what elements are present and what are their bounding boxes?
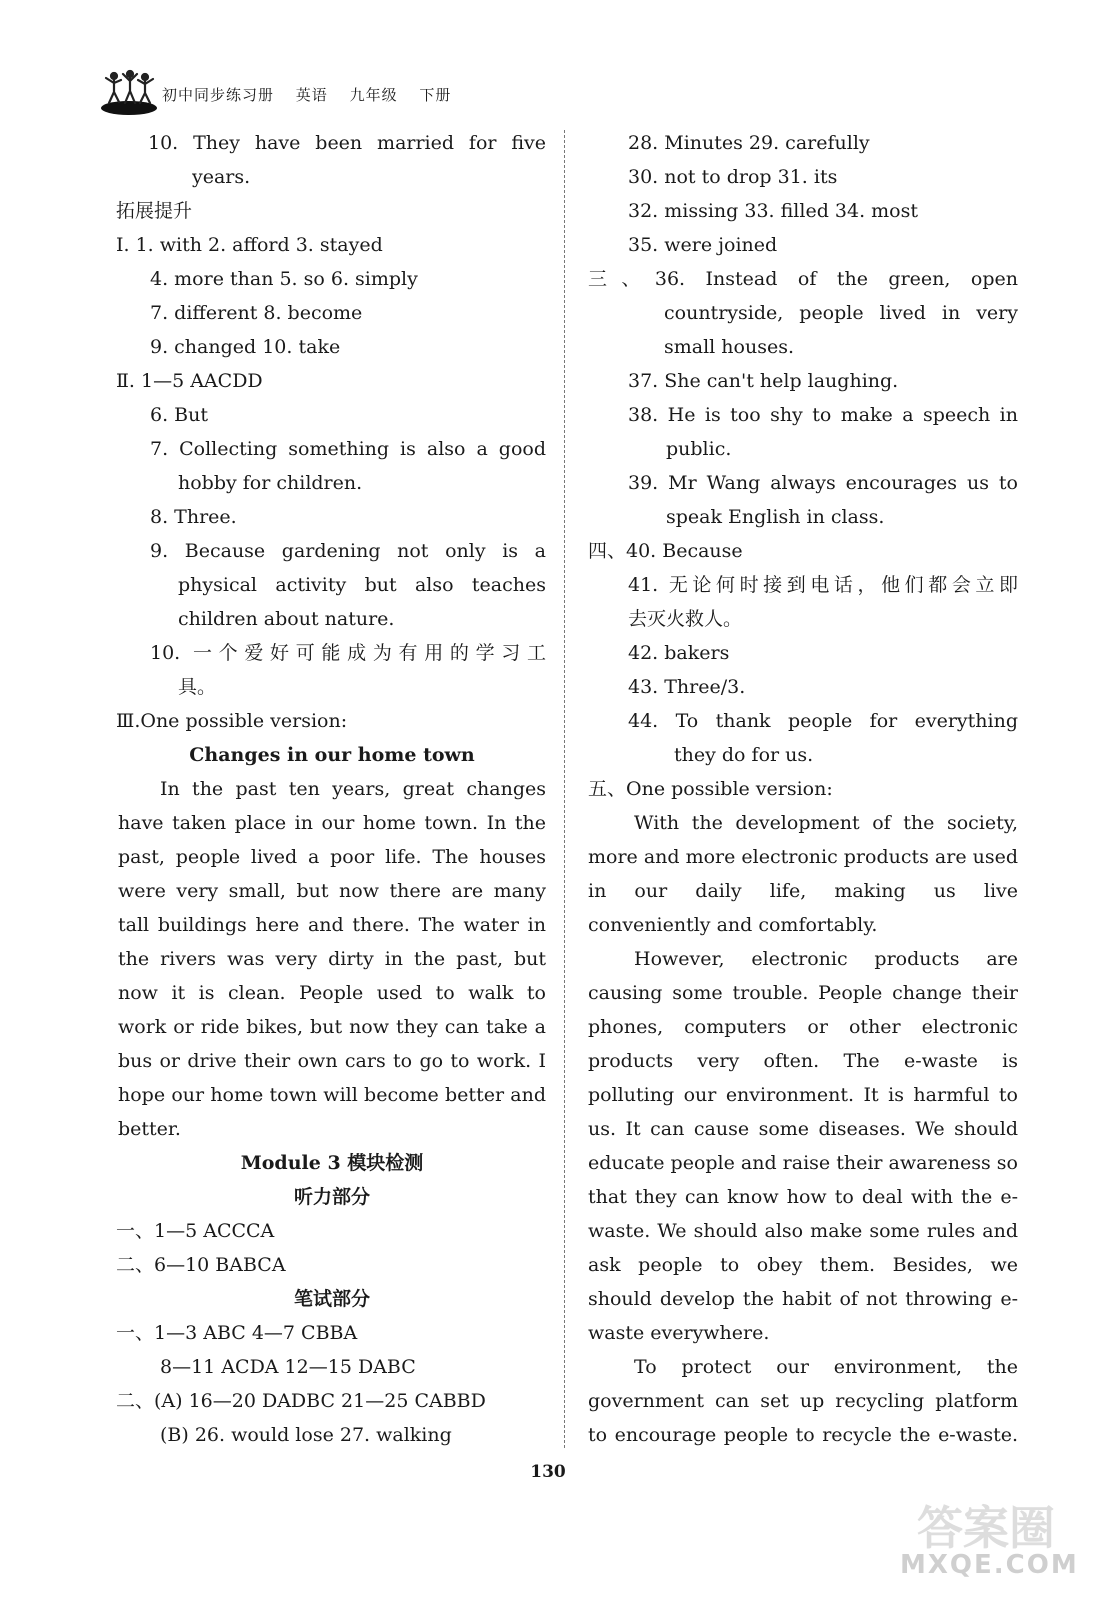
essay-line: products very often. The e-waste is [588,1050,1018,1072]
essay-line: should develop the habit of not throwing e- [588,1288,1018,1310]
essay-line: better. [118,1118,181,1140]
header-grade: 九年级 [349,86,398,104]
answer-line: 五、One possible version: [588,778,833,800]
answer-line: Ⅱ. 1—5 AACDD [116,370,263,392]
answer-line: 35. were joined [628,234,778,256]
watermark-url: MXQE.COM [900,1550,1079,1580]
runners-logo-icon [100,68,158,116]
answer-line: 8. Three. [150,506,237,528]
answer-line: 4. more than 5. so 6. simply [150,268,418,290]
essay-line: conveniently and comfortably. [588,914,878,936]
answer-line: 一、1—3 ABC 4—7 CBBA [116,1322,358,1344]
column-divider [564,130,565,1448]
essay-line: hope our home town will become better and [118,1084,546,1106]
answer-line: countryside, people lived in very [664,302,1018,324]
listening-heading: 听力部分 [293,1186,370,1208]
page-header [100,68,580,120]
answer-line: years. [192,166,251,188]
answer-line: 7. different 8. become [150,302,363,324]
answer-line: 38. He is too shy to make a speech in [628,404,1018,426]
answer-line: small houses. [664,336,794,358]
answer-line: 7. Collecting something is also a good [150,438,546,460]
answer-line: 一、1—5 ACCCA [116,1220,275,1242]
right-column [588,126,1018,1452]
essay-line: educate people and raise their awareness so [588,1152,1018,1174]
answer-line: 三、36. Instead of the green, open [588,268,1018,290]
answer-line: 9. changed 10. take [150,336,341,358]
header-book: 初中同步练习册 [162,86,275,104]
answer-line: 二、6—10 BABCA [116,1254,286,1276]
answer-line: 37. She can't help laughing. [628,370,899,392]
answer-line: 44. To thank people for everything [628,710,1018,732]
essay-line: more and more electronic products are used [588,846,1018,868]
answer-line: 10. 一个爱好可能成为有用的学习工 [150,642,546,664]
watermark [900,1492,1079,1592]
essay-line: in our daily life, making us live [588,880,1018,902]
answer-line: 43. Three/3. [628,676,746,698]
essay-line: ask people to obey them. Besides, we [588,1254,1018,1276]
header-volume: 下册 [419,86,452,104]
essay-line: In the past ten years, great changes [160,778,546,800]
essay-line: the rivers was very dirty in the past, but [118,948,546,970]
answer-line: 二、(A) 16—20 DADBC 21—25 CABBD [116,1390,486,1412]
essay-line: have taken place in our home town. In the [118,812,546,834]
essay-line: us. It can cause some diseases. We should [588,1118,1018,1140]
essay-line: work or ride bikes, but now they can take a [118,1016,546,1038]
essay-line: past, people lived a poor life. The houses [118,846,546,868]
answer-line: Ⅰ. 1. with 2. afford 3. stayed [116,234,383,256]
essay-line: tall buildings here and there. The water in [118,914,546,936]
watermark-logo: 答案圈 [917,1501,1055,1555]
answer-line: hobby for children. [178,472,363,494]
answer-line: 39. Mr Wang always encourages us to [628,472,1018,494]
page-number: 130 [530,1462,566,1482]
essay-line: To protect our environment, the [634,1356,1018,1378]
answer-line: 去灭火救人。 [628,608,743,630]
answer-line: children about nature. [178,608,395,630]
header-text [162,84,467,105]
essay-line: With the development of the society, [634,812,1018,834]
essay-line: now it is clean. People used to walk to [118,982,546,1004]
answer-line: 6. But [150,404,209,426]
answer-line: speak English in class. [666,506,885,528]
essay-line: to encourage people to recycle the e-waste. [588,1424,1018,1446]
answer-line: 28. Minutes 29. carefully [628,132,870,154]
answer-line: they do for us. [674,744,814,766]
answer-line: (B) 26. would lose 27. walking [160,1424,452,1446]
writing-heading: 笔试部分 [293,1288,370,1310]
answer-line: 10. They have been married for five [148,132,546,154]
module-title: Module 3 模块检测 [240,1152,424,1174]
essay-line: phones, computers or other electronic [588,1016,1018,1038]
answer-line: public. [666,438,732,460]
answer-line: 具。 [178,676,217,698]
essay-line: polluting our environment. It is harmful to [588,1084,1018,1106]
essay-line: However, electronic products are [634,948,1018,970]
essay-line: causing some trouble. People change their [588,982,1018,1004]
left-column [118,126,546,1452]
answer-line: 四、40. Because [588,540,743,562]
header-subject: 英语 [295,86,328,104]
essay-line: waste. We should also make some rules and [588,1220,1018,1242]
section-heading: 拓展提升 [116,200,193,222]
essay-line: were very small, but now there are many [118,880,546,902]
answer-line: Ⅲ.One possible version: [116,710,348,732]
essay-line: bus or drive their own cars to go to work. I [118,1050,546,1072]
essay-line: waste everywhere. [588,1322,770,1344]
essay-title: Changes in our home town [189,744,475,766]
answer-line: 9. Because gardening not only is a [150,540,546,562]
answer-line: 30. not to drop 31. its [628,166,838,188]
answer-line: physical activity but also teaches [178,574,546,596]
answer-line: 41. 无论何时接到电话，他们都会立即 [628,574,1018,596]
answer-line: 8—11 ACDA 12—15 DABC [160,1356,416,1378]
answer-line: 42. bakers [628,642,730,664]
answer-line: 32. missing 33. filled 34. most [628,200,918,222]
essay-line: that they can know how to deal with the e- [588,1186,1018,1208]
essay-line: government can set up recycling platform [588,1390,1018,1412]
